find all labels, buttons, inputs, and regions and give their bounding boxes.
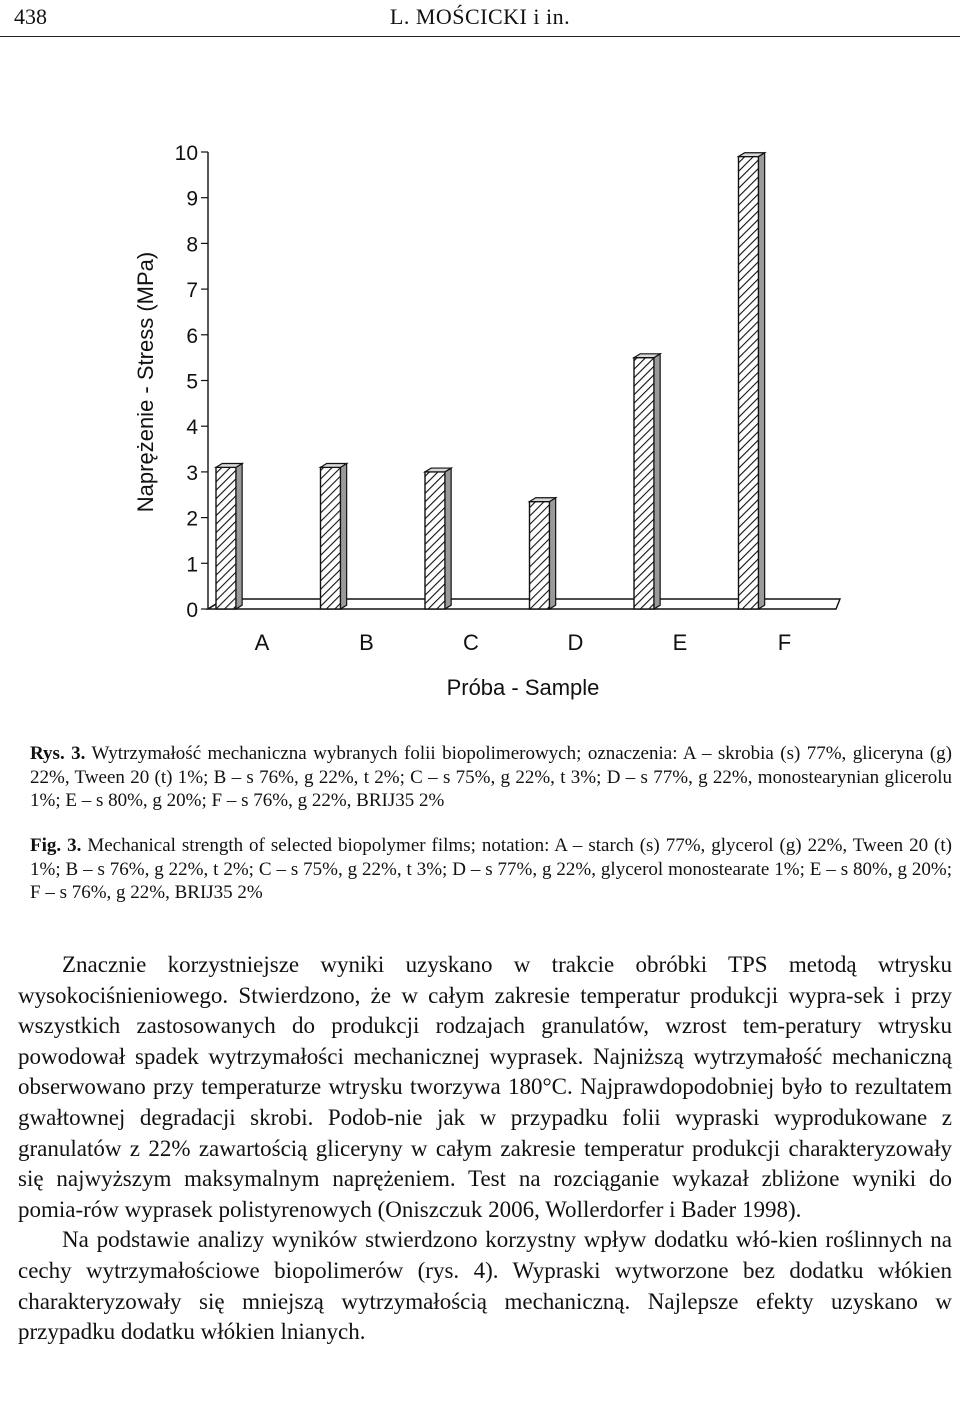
y-tick-label: 9: [186, 187, 198, 211]
bar-E: [634, 354, 660, 609]
y-tick-label: 8: [186, 233, 198, 257]
x-axis-labels: [255, 630, 792, 655]
x-tick-label: C: [463, 630, 479, 655]
bar-front: [739, 157, 759, 609]
body-paragraph-2: Na podstawie analizy wyników stwierdzono korzystny wpływ dodatku włó-kien roślinnych na cechy wytrzymałościowe biopolimerów (rys. 4). Wypraski wytworzone bez dodatku włókien charakteryzowały się mniejszą wytrzymałością mechaniczną. Najlepsze efekty uzyskano w przypadku dodatku włókien lnianych.: [18, 1227, 952, 1345]
caption-label-pl: Rys. 3.: [30, 743, 86, 764]
y-tick-label: 1: [186, 553, 198, 577]
bar-side: [236, 463, 242, 609]
bar-B: [321, 463, 347, 609]
bar-side: [759, 153, 765, 609]
bar-side: [654, 354, 660, 609]
bar-D: [530, 498, 556, 609]
bar-front: [634, 358, 654, 609]
bar-front: [321, 467, 341, 609]
figure-caption-english: [30, 834, 952, 905]
y-tick-label: 10: [174, 142, 198, 165]
y-tick-label: 2: [186, 507, 198, 531]
y-tick-label: 5: [186, 370, 198, 394]
caption-label-en: Fig. 3.: [30, 835, 82, 856]
y-axis-title: Naprężenie - Stress (MPa): [133, 251, 158, 513]
figure-caption-polish: [30, 742, 952, 813]
bar-A: [216, 463, 242, 609]
y-tick-label: 6: [186, 324, 198, 348]
x-tick-label: D: [567, 630, 584, 655]
y-tick-label: 0: [186, 599, 198, 622]
body-text: [18, 950, 952, 1348]
bar-C: [425, 468, 451, 609]
y-tick-label: 4: [186, 416, 198, 440]
caption-text-pl: Wytrzymałość mechaniczna wybranych folii biopolimerowych; oznaczenia: A – skrobia (s) 77%, gliceryna (g) 22%, Tween 20 (t) 1%; B – s 76%, g 22%, t 2%; C – s 75%, g 22%, t 3%; D – s 77%, g 22%, monostearynian glicerolu 1%; E – s 80%, g 20%; F – s 76%, g 22%, BRIJ35 2%: [30, 743, 952, 811]
bar-F: [739, 153, 765, 609]
bar-side: [341, 463, 347, 609]
y-tick-label: 3: [186, 461, 198, 485]
page-header: [0, 0, 960, 40]
bar-front: [425, 472, 445, 609]
bar-chart: [0, 120, 960, 720]
bar-side: [445, 468, 451, 609]
x-tick-label: E: [672, 630, 688, 655]
y-axis: [175, 142, 208, 622]
page-number: 438: [14, 4, 47, 29]
x-axis-title: Próba - Sample: [446, 675, 600, 700]
running-head: L. MOŚCICKI i in.: [389, 4, 571, 29]
caption-text-en: Mechanical strength of selected biopolymer films; notation: A – starch (s) 77%, glycerol (g) 22%, Tween 20 (t) 1%; B – s 76%, g 22%, t 2%; C – s 75%, g 22%, t 3%; D – s 77%, g 22%, glycerol monostearate 1%; E – s 80%, g 20%; F – s 76%, g 22%, BRIJ35 2%: [30, 835, 952, 903]
bar-front: [216, 467, 236, 609]
body-paragraph-1: Znacznie korzystniejsze wyniki uzyskano w trakcie obróbki TPS metodą wtrysku wysokociśnieniowego. Stwierdzono, że w całym zakresie temperatur produkcji wypra-sek i przy wszystkich zastosowanych do produkcji rodzajach granulatów, wzrost tem-peratury wtrysku powodował spadek wytrzymałości mechanicznej wyprasek. Najniższą wytrzymałość mechaniczną obserwowano przy temperaturze wtrysku tworzywa 180°C. Najprawdopodobniej było to rezultatem gwałtownej degradacji skrobi. Podob-nie jak w przypadku folii wypraski wyprodukowane z granulatów z 22% zawartością gliceryny w całym zakresie temperatur produkcji charakteryzowały się najwyższym maksymalnym naprężeniem. Test na rozciąganie wykazał zbliżone wyniki do pomia-rów wyprasek polistyrenowych (Oniszczuk 2006, Wollerdorfer i Bader 1998).: [18, 952, 952, 1222]
bars: [216, 153, 765, 609]
x-tick-label: A: [254, 630, 270, 655]
header-rule: [0, 36, 960, 37]
bar-front: [530, 502, 550, 609]
y-tick-label: 7: [186, 279, 198, 303]
bar-side: [550, 498, 556, 609]
x-tick-label: B: [359, 630, 374, 655]
x-tick-label: F: [777, 630, 792, 655]
